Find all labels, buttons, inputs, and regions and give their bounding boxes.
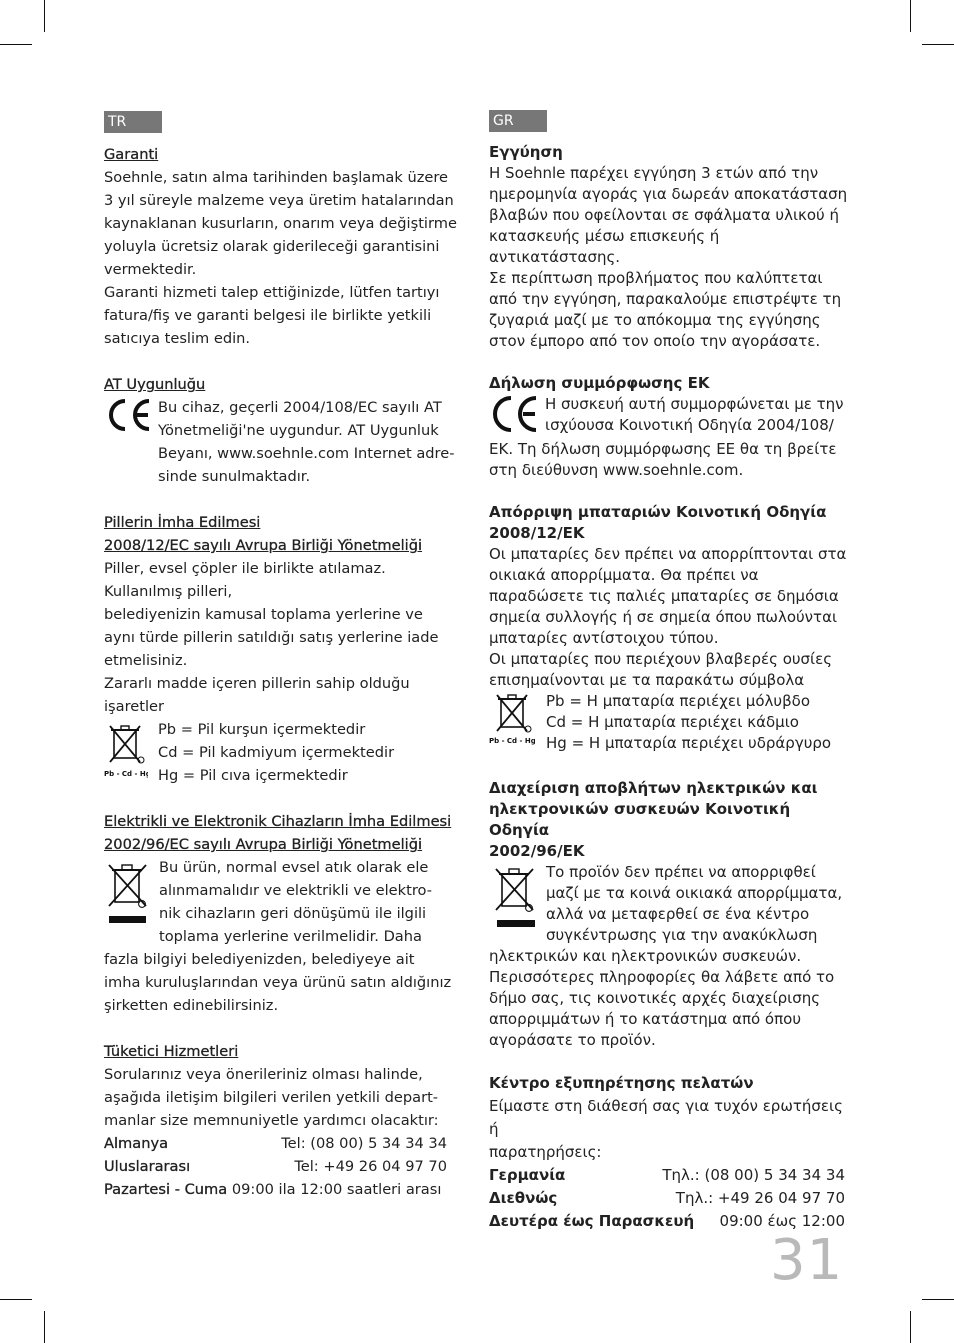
text-line: ημερομηνία αγοράς για δωρεάν αποκατάσταση xyxy=(489,185,848,203)
crossed-bin-weee-icon xyxy=(104,856,159,933)
text-line: ζυγαριά μαζί με το απόκομμα της εγγύησης xyxy=(489,311,821,329)
crop-mark xyxy=(910,0,911,32)
text-line: belediyenizin kamusal toplama yerlerine ve xyxy=(104,606,423,623)
text-line: etmelisiniz. xyxy=(104,652,188,669)
text-line: Οι μπαταρίες που περιέχουν βλαβερές ουσίες xyxy=(489,650,833,668)
text-line: Cd = Pil kadmiyum içermektedir xyxy=(158,744,395,761)
crop-mark xyxy=(922,1299,954,1300)
paragraph-lines xyxy=(489,163,849,352)
text-line: fatura/fiş ve garanti belgesi ile birlikte yetkili xyxy=(104,307,432,324)
text-line: αγοράσατε το προϊόν. xyxy=(489,1031,656,1049)
text-line: şirketten edinebilirsiniz. xyxy=(104,997,279,1014)
crop-mark xyxy=(910,1311,911,1343)
contact-value: 09:00 έως 12:00 xyxy=(719,1212,845,1230)
contact-value: 09:00 ila 12:00 saatleri arası xyxy=(231,1181,442,1198)
section-subtitle: ηλεκτρονικών συσκευών Κοινοτική Οδηγία xyxy=(489,800,791,839)
text-line: Sorularınız veya önerileriniz olması halinde, xyxy=(104,1066,423,1083)
section-subtitle: 2008/12/EC sayılı Avrupa Birliği Yönetmeliği xyxy=(104,537,423,554)
text-line: απορριμμάτων ή το κατάστημα από όπου xyxy=(489,1010,801,1028)
crop-mark xyxy=(44,1311,45,1343)
text-line: κατασκευής μέσω επισκευής ή αντικατάστασης. xyxy=(489,227,720,266)
battery-icon-label: Pb - Cd - Hg xyxy=(104,770,148,778)
paragraph-lines xyxy=(104,1063,460,1132)
section-title: Pillerin İmha Edilmesi xyxy=(104,514,261,531)
text-line: Beyanı, www.soehnle.com Internet adre- xyxy=(158,445,455,462)
contact-value: Τηλ.: (08 00) 5 34 34 34 xyxy=(662,1166,845,1184)
section-title: Εγγύηση xyxy=(489,143,563,161)
text-line: sinde sunulmaktadır. xyxy=(158,468,311,485)
section-subtitle: 2008/12/ΕΚ xyxy=(489,524,585,542)
text-line: μπαταρίες αντίστοιχου τύπου. xyxy=(489,629,719,647)
text-line: συγκέντρωσης για την ανακύκλωση xyxy=(546,926,818,944)
contact-value: Τηλ.: +49 26 04 97 70 xyxy=(675,1189,845,1207)
text-line: ηλεκτρικών και ηλεκτρονικών συσκευών. xyxy=(489,947,802,965)
ce-mark-icon xyxy=(104,396,158,439)
text-line: Hg = Η μπαταρία περιέχει υδράργυρο xyxy=(546,734,832,752)
text-line: Το προϊόν δεν πρέπει να απορριφθεί xyxy=(546,863,816,881)
text-line: σημεία συλλογής ή σε σημεία όπου πωλούνται xyxy=(489,608,838,626)
section-subtitle: 2002/96/ΕΚ xyxy=(489,842,585,860)
conformity-section xyxy=(489,373,849,481)
section-title: Διαχείριση αποβλήτων ηλεκτρικών και xyxy=(489,779,818,797)
guarantee-section xyxy=(104,143,460,350)
text-line: toplama yerlerine verilmelidir. Daha xyxy=(159,928,422,945)
text-line: Σε περίπτωση προβλήματος που καλύπτεται xyxy=(489,269,823,287)
text-line: vermektedir. xyxy=(104,261,197,278)
customer-service-section xyxy=(104,1040,460,1201)
page-number: 31 xyxy=(770,1228,844,1293)
greek-column xyxy=(489,110,849,1233)
text-line: Pb = Pil kurşun içermektedir xyxy=(158,721,366,738)
text-line: 3 yıl süreyle malzeme veya üretim hatalarından xyxy=(104,192,454,209)
section-title: AT Uygunluğu xyxy=(104,376,206,393)
crossed-bin-battery-icon xyxy=(489,691,546,757)
paragraph-lines xyxy=(104,948,460,1017)
conformity-section xyxy=(104,373,460,488)
side-lines xyxy=(159,856,460,948)
text-line: aynı türde pillerin satıldığı satış yerlerine iade xyxy=(104,629,439,646)
text-line: μαζί με τα κοινά οικιακά απορρίμματα, xyxy=(546,884,843,902)
contact-label: Διεθνώς xyxy=(489,1189,558,1207)
text-line: nik cihazların geri dönüşümü ile ilgili xyxy=(159,905,427,922)
text-line: imha kuruluşlarından veya ürünü satın aldığınız xyxy=(104,974,452,991)
contact-value: Tel: +49 26 04 97 70 xyxy=(294,1158,447,1175)
section-title: Elektrikli ve Elektronik Cihazların İmha Edilmesi xyxy=(104,813,452,830)
battery-disposal-section xyxy=(489,502,849,757)
contact-row-hours xyxy=(104,1178,460,1201)
paragraph-lines xyxy=(489,544,849,691)
section-title: Garanti xyxy=(104,146,159,163)
text-line: Περισσότερες πληροφορίες θα λάβετε από το xyxy=(489,968,835,986)
paragraph-lines xyxy=(489,439,849,481)
text-line: alınmamalıdır ve elektrikli ve elektro- xyxy=(159,882,432,899)
paragraph-lines xyxy=(489,946,849,1051)
text-line: Garanti hizmeti talep ettiğinizde, lütfen tartıyı xyxy=(104,284,440,301)
section-title: Δήλωση συμμόρφωσης ΕΚ xyxy=(489,374,710,392)
language-tag-gr: GR xyxy=(489,110,547,132)
text-line: Οι μπαταρίες δεν πρέπει να απορρίπτονται στα xyxy=(489,545,847,563)
contact-label: Pazartesi - Cuma xyxy=(104,1181,228,1198)
text-line: στη διεύθυνση www.soehnle.com. xyxy=(489,461,744,479)
contact-label: Γερμανία xyxy=(489,1166,566,1184)
text-line: Kullanılmış pilleri, xyxy=(104,583,233,600)
turkish-column xyxy=(104,110,460,1201)
crossed-bin-weee-icon xyxy=(489,862,546,936)
contact-label: Uluslararası xyxy=(104,1158,191,1175)
side-lines xyxy=(546,862,849,946)
text-line: satıcıya teslim edin. xyxy=(104,330,251,347)
crop-mark xyxy=(922,44,954,45)
contact-row-international xyxy=(104,1155,447,1178)
crop-mark xyxy=(0,44,32,45)
battery-symbol-lines xyxy=(546,691,849,754)
text-line: manlar size memnuniyetle yardımcı olacaktır: xyxy=(104,1112,439,1129)
text-line: δήμο σας, τις κοινοτικές αρχές διαχείρισης xyxy=(489,989,821,1007)
text-line: Είμαστε στη διάθεσή σας για τυχόν ερωτήσεις ή xyxy=(489,1097,843,1138)
text-line: Η Soehnle παρέχει εγγύηση 3 ετών από την xyxy=(489,164,819,182)
crop-mark xyxy=(44,0,45,32)
weee-section xyxy=(489,778,849,1051)
ce-mark-icon xyxy=(489,394,545,439)
customer-service-section xyxy=(489,1072,849,1233)
section-title: Κέντρο εξυπηρέτησης πελατών xyxy=(489,1074,754,1092)
text-line: kaynaklanan kusurların, onarım veya değiştirme xyxy=(104,215,457,232)
text-line: βλαβών που οφείλονται σε σφάλματα υλικού ή xyxy=(489,206,839,224)
text-line: Piller, evsel çöpler ile birlikte atılamaz. xyxy=(104,560,386,577)
text-line: οικιακά απορρίμματα. Θα πρέπει να xyxy=(489,566,759,584)
contact-row-germany xyxy=(104,1132,447,1155)
paragraph-lines xyxy=(104,557,460,718)
text-line: Yönetmeliği'ne uygundur. AT Uygunluk xyxy=(158,422,439,439)
text-line: Η συσκευή αυτή συμμορφώνεται με την xyxy=(545,395,844,413)
side-lines xyxy=(158,396,460,488)
text-line: από την εγγύηση, παρακαλούμε επιστρέψτε τη xyxy=(489,290,842,308)
battery-disposal-section xyxy=(104,511,460,787)
text-line: yoluyla ücretsiz olarak giderileceği garantisini xyxy=(104,238,440,255)
text-line: Zararlı madde içeren pillerin sahip olduğu xyxy=(104,675,410,692)
battery-icon-label: Pb - Cd - Hg xyxy=(489,737,535,745)
guarantee-section xyxy=(489,142,849,352)
contact-row-germany xyxy=(489,1164,845,1187)
text-line: Bu cihaz, geçerli 2004/108/EC sayılı AT xyxy=(158,399,442,416)
crop-mark xyxy=(0,1299,32,1300)
contact-label: Δευτέρα έως Παρασκευή xyxy=(489,1212,695,1230)
language-tag-tr: TR xyxy=(104,111,162,133)
text-line: αλλά να μεταφερθεί σε ένα κέντρο xyxy=(546,905,810,923)
text-line: Cd = Η μπαταρία περιέχει κάδμιο xyxy=(546,713,799,731)
section-title: Απόρριψη μπαταριών Κοινοτική Οδηγία xyxy=(489,503,827,521)
text-line: στον έμπορο από τον οποίο την αγοράσατε. xyxy=(489,332,821,350)
text-line: Bu ürün, normal evsel atık olarak ele xyxy=(159,859,429,876)
contact-label: Almanya xyxy=(104,1135,169,1152)
text-line: παραδώσετε τις παλιές μπαταρίες σε δημόσια xyxy=(489,587,839,605)
section-title: Tüketici Hizmetleri xyxy=(104,1043,239,1060)
weee-section xyxy=(104,810,460,1017)
text-line: παρατηρήσεις: xyxy=(489,1143,602,1161)
text-line: ισχύουσα Κοινοτική Οδηγία 2004/108/ xyxy=(545,416,834,434)
text-line: aşağıda iletişim bilgileri verilen yetkili depart- xyxy=(104,1089,439,1106)
text-line: işaretler xyxy=(104,698,165,715)
text-line: ΕΚ. Τη δήλωση συμμόρφωσης ΕΕ θα τη βρείτε xyxy=(489,440,837,458)
crossed-bin-battery-icon xyxy=(104,718,158,787)
paragraph-lines xyxy=(104,166,460,350)
contact-value: Tel: (08 00) 5 34 34 34 xyxy=(281,1135,447,1152)
text-line: Hg = Pil cıva içermektedir xyxy=(158,767,348,784)
section-subtitle: 2002/96/EC sayılı Avrupa Birliği Yönetmeliği xyxy=(104,836,423,853)
contact-row-international xyxy=(489,1187,845,1210)
side-lines xyxy=(545,394,849,436)
text-line: επισημαίνονται με τα παρακάτω σύμβολα xyxy=(489,671,805,689)
text-line: fazla bilgiyi belediyenizden, belediyeye ait xyxy=(104,951,415,968)
paragraph-lines xyxy=(489,1095,849,1164)
text-line: Pb = Η μπαταρία περιέχει μόλυβδο xyxy=(546,692,811,710)
text-line: Soehnle, satın alma tarihinden başlamak üzere xyxy=(104,169,448,186)
battery-symbol-lines xyxy=(158,718,460,787)
